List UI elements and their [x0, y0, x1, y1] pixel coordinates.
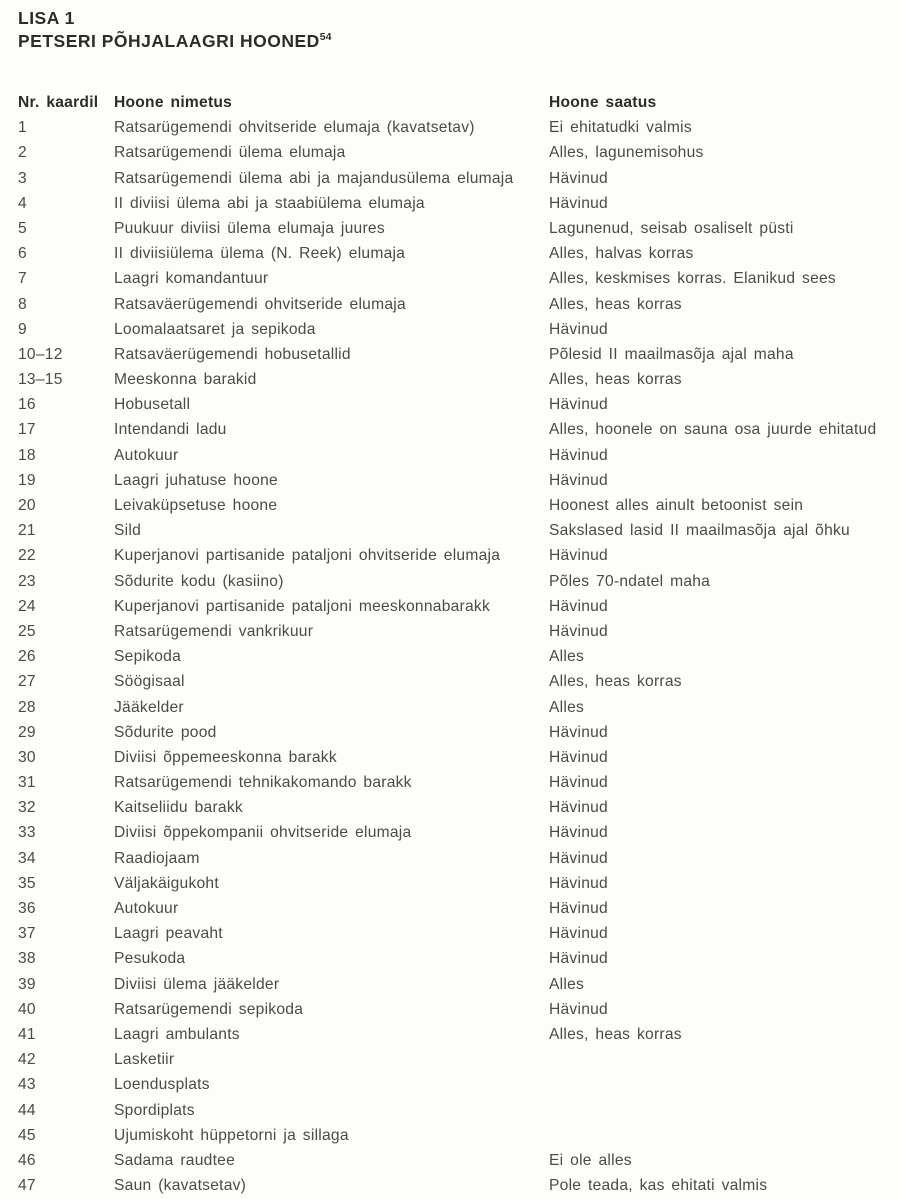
row-number-on-map: 25 [18, 622, 36, 640]
table-row [18, 795, 890, 820]
row-number-on-map: 34 [18, 849, 36, 867]
building-status: Alles, lagunemisohus [549, 144, 704, 162]
building-name: Ratsarügemendi ohvitseride elumaja (kavatsetav) [114, 119, 475, 137]
table-row [18, 1098, 890, 1123]
building-name: Puukuur diviisi ülema elumaja juures [114, 219, 385, 237]
row-number-on-map: 26 [18, 648, 36, 666]
building-status: Hävinud [549, 320, 608, 338]
building-status [549, 1123, 890, 1148]
row-number-on-map: 18 [18, 446, 36, 464]
building-name: Leivaküpsetuse hoone [114, 497, 278, 514]
row-number-on-map: 1 [18, 119, 27, 137]
row-number-on-map: 2 [18, 144, 27, 162]
building-name: II diviisi ülema abi ja staabiülema elumaja [114, 194, 425, 212]
row-number-on-map: 39 [18, 975, 36, 993]
building-name: Saun (kavatsetav) [114, 1177, 247, 1195]
building-status [549, 1072, 890, 1097]
building-name: Ratsarügemendi ülema abi ja majandusülema elumaja [114, 169, 514, 187]
row-number-on-map: 45 [18, 1126, 36, 1144]
table-row [18, 543, 890, 568]
row-number-on-map: 19 [18, 471, 36, 489]
table-row [18, 342, 890, 367]
building-name: Intendandi ladu [114, 421, 227, 439]
row-number-on-map: 3 [18, 169, 27, 187]
building-status: Hävinud [549, 396, 608, 414]
building-status: Ei ehitatudki valmis [549, 119, 692, 137]
building-status: Lagunenud, seisab osaliselt püsti [549, 219, 794, 237]
row-number-on-map: 21 [18, 522, 36, 540]
table-row [18, 1123, 890, 1148]
building-name: Väljakäigukoht [114, 874, 219, 892]
row-number-on-map: 33 [18, 824, 36, 842]
row-number-on-map: 20 [18, 497, 36, 514]
building-status: Pole teada, kas ehitati valmis [549, 1177, 768, 1195]
building-status: Hoonest alles ainult betoonist sein [549, 497, 804, 514]
table-row [18, 846, 890, 871]
row-number-on-map: 6 [18, 245, 27, 263]
table-row [18, 468, 890, 493]
building-status: Alles [549, 698, 585, 716]
building-status: Hävinud [549, 925, 608, 943]
table-body [18, 115, 890, 1198]
table-row [18, 241, 890, 266]
table-row [18, 896, 890, 921]
building-name: Sepikoda [114, 648, 182, 666]
building-name: Loendusplats [114, 1076, 210, 1094]
table-row [18, 266, 890, 291]
column-header-name: Hoone nimetus [114, 94, 233, 111]
building-name: Ratsarügemendi tehnikakomando barakk [114, 774, 412, 792]
row-number-on-map: 24 [18, 597, 36, 615]
table-row [18, 1047, 890, 1072]
row-number-on-map: 41 [18, 1025, 36, 1043]
table-row [18, 392, 890, 417]
building-status: Alles, heas korras [549, 673, 682, 691]
building-name: Sadama raudtee [114, 1151, 236, 1169]
row-number-on-map: 8 [18, 295, 27, 313]
building-status: Ei ole alles [549, 1151, 632, 1169]
building-name: Autokuur [114, 900, 179, 917]
table-row [18, 669, 890, 694]
building-status: Hävinud [549, 471, 608, 489]
row-number-on-map: 37 [18, 925, 36, 943]
building-name: Laagri peavaht [114, 925, 223, 943]
footnote-reference: 54 [319, 31, 332, 44]
table-header-row [18, 90, 890, 115]
row-number-on-map: 40 [18, 1000, 36, 1018]
building-name: Ratsaväerügemendi ohvitseride elumaja [114, 295, 406, 313]
building-status [549, 1047, 890, 1072]
row-number-on-map: 43 [18, 1076, 36, 1094]
building-name: Diviisi õppekompanii ohvitseride elumaja [114, 824, 412, 842]
building-name: Kuperjanovi partisanide pataljoni meeskonnabarakk [114, 597, 490, 615]
row-number-on-map: 16 [18, 396, 36, 414]
row-number-on-map: 10–12 [18, 345, 63, 363]
buildings-table [18, 90, 890, 1198]
row-number-on-map: 30 [18, 748, 36, 766]
row-number-on-map: 23 [18, 572, 36, 590]
building-status: Alles, heas korras [549, 1025, 682, 1043]
building-status: Alles, heas korras [549, 295, 682, 313]
table-row [18, 417, 890, 442]
building-status: Hävinud [549, 900, 608, 917]
table-row [18, 1148, 890, 1173]
building-status: Hävinud [549, 723, 608, 741]
row-number-on-map: 31 [18, 774, 36, 792]
building-status: Hävinud [549, 169, 608, 187]
building-status: Alles, keskmises korras. Elanikud sees [549, 270, 836, 288]
table-row [18, 921, 890, 946]
row-number-on-map: 22 [18, 547, 36, 565]
appendix-label: LISA 1 [18, 8, 75, 28]
row-number-on-map: 38 [18, 950, 36, 968]
table-row [18, 1173, 890, 1198]
building-name: Autokuur [114, 446, 179, 464]
building-name: Sõdurite pood [114, 723, 217, 741]
table-row [18, 594, 890, 619]
building-status: Hävinud [549, 597, 608, 615]
building-status: Hävinud [549, 547, 608, 565]
building-status: Hävinud [549, 799, 608, 817]
row-number-on-map: 47 [18, 1177, 36, 1195]
table-row [18, 166, 890, 191]
table-row [18, 745, 890, 770]
building-name: Sild [114, 522, 142, 540]
row-number-on-map: 42 [18, 1051, 36, 1069]
row-number-on-map: 29 [18, 723, 36, 741]
table-row [18, 367, 890, 392]
table-row [18, 115, 890, 140]
table-row [18, 720, 890, 745]
building-name: Laagri komandantuur [114, 270, 269, 288]
table-row [18, 443, 890, 468]
row-number-on-map: 36 [18, 900, 36, 917]
building-status: Hävinud [549, 1000, 608, 1018]
building-name: Ratsaväerügemendi hobusetallid [114, 345, 351, 363]
row-number-on-map: 27 [18, 673, 36, 691]
building-name: Raadiojaam [114, 849, 200, 867]
row-number-on-map: 4 [18, 194, 27, 212]
building-name: Hobusetall [114, 396, 191, 414]
building-status: Hävinud [549, 446, 608, 464]
table-row [18, 1022, 890, 1047]
building-status: Hävinud [549, 824, 608, 842]
building-name: Kaitseliidu barakk [114, 799, 243, 817]
table-row [18, 644, 890, 669]
table-row [18, 1072, 890, 1097]
building-name: Meeskonna barakid [114, 371, 257, 389]
table-row [18, 292, 890, 317]
building-name: Lasketiir [114, 1051, 175, 1069]
building-name: Pesukoda [114, 950, 186, 968]
table-row [18, 997, 890, 1022]
table-row [18, 619, 890, 644]
page-title-text: PETSERI PÕHJALAAGRI HOONED [18, 31, 320, 51]
building-status: Põles 70-ndatel maha [549, 572, 711, 590]
building-status: Hävinud [549, 748, 608, 766]
page-title [18, 30, 890, 53]
table-row [18, 518, 890, 543]
building-name: Ratsarügemendi sepikoda [114, 1000, 304, 1018]
row-number-on-map: 9 [18, 320, 27, 338]
building-name: Ratsarügemendi vankrikuur [114, 622, 314, 640]
building-status: Hävinud [549, 874, 608, 892]
building-name: Sõdurite kodu (kasiino) [114, 572, 284, 590]
row-number-on-map: 5 [18, 219, 27, 237]
row-number-on-map: 13–15 [18, 371, 63, 389]
building-status: Alles, heas korras [549, 371, 682, 389]
table-row [18, 317, 890, 342]
row-number-on-map: 17 [18, 421, 36, 439]
building-status: Hävinud [549, 194, 608, 212]
row-number-on-map: 28 [18, 698, 36, 716]
building-status [549, 1098, 890, 1123]
table-row [18, 216, 890, 241]
building-status: Alles, halvas korras [549, 245, 694, 263]
building-status: Alles, hoonele on sauna osa juurde ehitatud [549, 421, 877, 439]
building-status: Hävinud [549, 950, 608, 968]
table-row [18, 946, 890, 971]
building-status: Alles [549, 975, 585, 993]
building-name: Söögisaal [114, 673, 185, 691]
building-status: Sakslased lasid II maailmasõja ajal õhku [549, 522, 850, 540]
table-row [18, 569, 890, 594]
building-name: Spordiplats [114, 1101, 195, 1119]
table-row [18, 820, 890, 845]
building-name: Diviisi ülema jääkelder [114, 975, 280, 993]
building-name: Jääkelder [114, 698, 184, 716]
building-name: Diviisi õppemeeskonna barakk [114, 748, 337, 766]
building-name: II diviisiülema ülema (N. Reek) elumaja [114, 245, 406, 263]
building-name: Ratsarügemendi ülema elumaja [114, 144, 346, 162]
building-name: Ujumiskoht hüppetorni ja sillaga [114, 1126, 349, 1144]
building-name: Laagri ambulants [114, 1025, 240, 1043]
table-row [18, 140, 890, 165]
row-number-on-map: 32 [18, 799, 36, 817]
building-name: Kuperjanovi partisanide pataljoni ohvitseride elumaja [114, 547, 501, 565]
table-row [18, 972, 890, 997]
row-number-on-map: 46 [18, 1151, 36, 1169]
table-row [18, 695, 890, 720]
building-status: Hävinud [549, 849, 608, 867]
table-row [18, 871, 890, 896]
building-name: Loomalaatsaret ja sepikoda [114, 320, 316, 338]
building-status: Alles [549, 648, 585, 666]
table-row [18, 493, 890, 518]
building-status: Hävinud [549, 622, 608, 640]
row-number-on-map: 35 [18, 874, 36, 892]
table-row [18, 191, 890, 216]
table-row [18, 770, 890, 795]
building-status: Hävinud [549, 774, 608, 792]
row-number-on-map: 7 [18, 270, 27, 288]
column-header-status: Hoone saatus [549, 94, 657, 111]
column-header-nr: Nr. kaardil [18, 94, 99, 111]
building-status: Põlesid II maailmasõja ajal maha [549, 345, 794, 363]
building-name: Laagri juhatuse hoone [114, 471, 278, 489]
row-number-on-map: 44 [18, 1101, 36, 1119]
